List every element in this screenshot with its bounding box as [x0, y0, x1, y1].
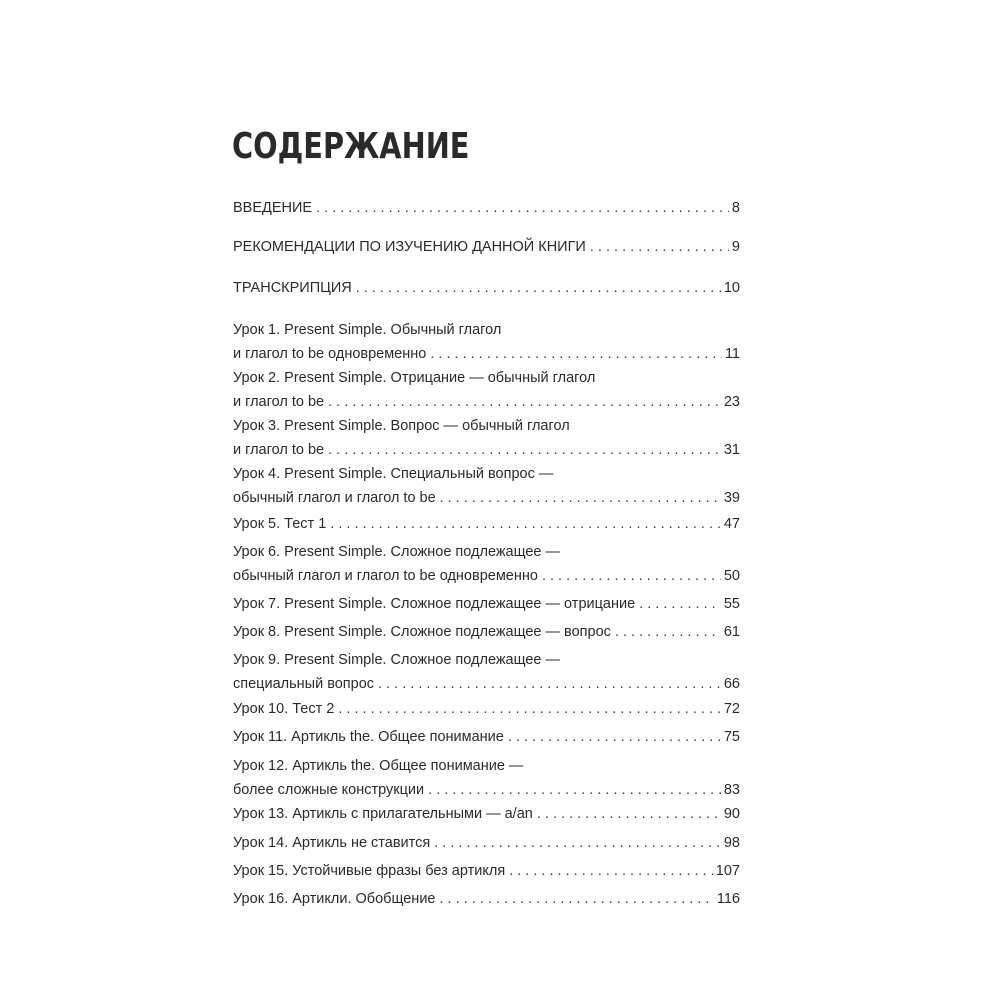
toc-entry-row: [233, 438, 740, 462]
toc-entry-row: [233, 725, 740, 749]
toc-entry: [233, 887, 740, 911]
toc-entry-title-line: Урок 9. Present Simple. Сложное подлежащее —: [233, 652, 561, 668]
toc-entry-title: более сложные конструкции: [233, 782, 425, 798]
toc-page-number: 10: [723, 280, 740, 296]
toc-entry: [233, 235, 740, 259]
toc-entry-title: Урок 13. Артикль с прилагательными — a/an: [233, 806, 533, 822]
toc-entry-title-line: Урок 4. Present Simple. Специальный вопрос —: [233, 466, 554, 482]
toc-entry-row: [233, 564, 740, 588]
toc-entry-row: [233, 592, 740, 616]
toc-entry-row: [233, 697, 740, 721]
toc-entry-row: [233, 778, 740, 802]
page-title: СОДЕРЖАНИЕ: [232, 126, 470, 167]
toc-entry-title-line: Урок 12. Артикль the. Общее понимание —: [233, 758, 524, 774]
dot-leader: [439, 887, 713, 911]
toc-entry-row: [233, 512, 740, 536]
toc-page-number: 47: [723, 516, 740, 532]
toc-entry: [233, 540, 740, 588]
toc-entry-title-line: Урок 6. Present Simple. Сложное подлежащее —: [233, 544, 561, 560]
dot-leader: [509, 859, 713, 883]
toc-entry-row: [233, 235, 740, 259]
toc-page-number: 72: [723, 701, 740, 717]
dot-leader: [328, 438, 721, 462]
toc-entry: [233, 592, 740, 616]
toc-entry-row: [233, 831, 740, 855]
toc-entry: [233, 366, 740, 414]
toc-entry-title-line: Урок 1. Present Simple. Обычный глагол: [233, 322, 502, 338]
dot-leader: [615, 620, 721, 644]
toc-page-number: 11: [724, 346, 740, 362]
toc-entry-row: [233, 196, 740, 220]
dot-leader: [356, 276, 721, 300]
toc-page-number: 90: [723, 806, 740, 822]
toc-entry-title: обычный глагол и глагол to be одновременно: [233, 568, 538, 584]
toc-entry: [233, 725, 740, 749]
toc-entry: [233, 512, 740, 536]
toc-entry-title: ТРАНСКРИПЦИЯ: [233, 280, 352, 296]
dot-leader: [338, 697, 721, 721]
toc-entry-row: [233, 390, 740, 414]
toc-entry-title: специальный вопрос: [233, 676, 375, 692]
toc-entry-title: РЕКОМЕНДАЦИИ ПО ИЗУЧЕНИЮ ДАННОЙ КНИГИ: [233, 239, 586, 255]
toc-page-number: 98: [723, 835, 740, 851]
toc-entry-title: и глагол to be: [233, 442, 325, 458]
toc-entry-title-line: Урок 2. Present Simple. Отрицание — обычный глагол: [233, 370, 596, 386]
toc-entry: [233, 831, 740, 855]
dot-leader: [440, 486, 721, 510]
toc-page-number: 9: [731, 239, 740, 255]
toc-entry-title: и глагол to be: [233, 394, 325, 410]
toc-entry-title: Урок 15. Устойчивые фразы без артикля: [233, 863, 506, 879]
dot-leader: [434, 831, 721, 855]
dot-leader: [328, 390, 721, 414]
toc-entry: [233, 276, 740, 300]
toc-entry-row: [233, 672, 740, 696]
toc-page-number: 39: [723, 490, 740, 506]
toc-page-number: 55: [723, 596, 740, 612]
dot-leader: [428, 778, 721, 802]
toc-page-number: 83: [723, 782, 740, 798]
toc-entry: [233, 802, 740, 826]
toc-entry-title-line: Урок 3. Present Simple. Вопрос — обычный глагол: [233, 418, 570, 434]
dot-leader: [430, 342, 722, 366]
toc-page-number: 31: [723, 442, 740, 458]
toc-entry: [233, 620, 740, 644]
dot-leader: [508, 725, 721, 749]
toc-entry-title: Урок 10. Тест 2: [233, 701, 335, 717]
toc-entry: [233, 859, 740, 883]
toc-entry: [233, 754, 740, 802]
toc-page-number: 116: [716, 891, 740, 907]
toc-entry-row: [233, 859, 740, 883]
toc-page-number: 23: [723, 394, 740, 410]
toc-entry-row: [233, 802, 740, 826]
dot-leader: [316, 196, 729, 220]
toc-entry-title: обычный глагол и глагол to be: [233, 490, 436, 506]
dot-leader: [639, 592, 721, 616]
toc-entry: [233, 648, 740, 696]
toc-page-number: 8: [731, 200, 740, 216]
toc-entry: [233, 462, 740, 510]
toc-entry-title: ВВЕДЕНИЕ: [233, 200, 313, 216]
toc-entry-title: Урок 11. Артикль the. Общее понимание: [233, 729, 504, 745]
dot-leader: [542, 564, 721, 588]
toc-entry: [233, 697, 740, 721]
toc-page-number: 61: [723, 624, 740, 640]
toc-entry-row: [233, 486, 740, 510]
toc-entry: [233, 196, 740, 220]
toc-entry-title: и глагол to be одновременно: [233, 346, 427, 362]
dot-leader: [330, 512, 721, 536]
toc-entry-row: [233, 620, 740, 644]
toc-entry-title: Урок 5. Тест 1: [233, 516, 327, 532]
toc-entry-title: Урок 16. Артикли. Обобщение: [233, 891, 436, 907]
toc-entry: [233, 318, 740, 366]
dot-leader: [537, 802, 721, 826]
toc-entry-row: [233, 276, 740, 300]
dot-leader: [590, 235, 729, 259]
toc-entry-row: [233, 342, 740, 366]
toc-page-number: 107: [715, 863, 740, 879]
toc-entry-title: Урок 8. Present Simple. Сложное подлежащее — вопрос: [233, 624, 611, 640]
toc-entry-title: Урок 14. Артикль не ставится: [233, 835, 431, 851]
toc-entry: [233, 414, 740, 462]
toc-page-number: 50: [723, 568, 740, 584]
toc-entry-row: [233, 887, 740, 911]
toc-entry-title: Урок 7. Present Simple. Сложное подлежащее — отрицание: [233, 596, 636, 612]
dot-leader: [378, 672, 721, 696]
toc-page-number: 66: [723, 676, 740, 692]
toc-page-number: 75: [723, 729, 740, 745]
